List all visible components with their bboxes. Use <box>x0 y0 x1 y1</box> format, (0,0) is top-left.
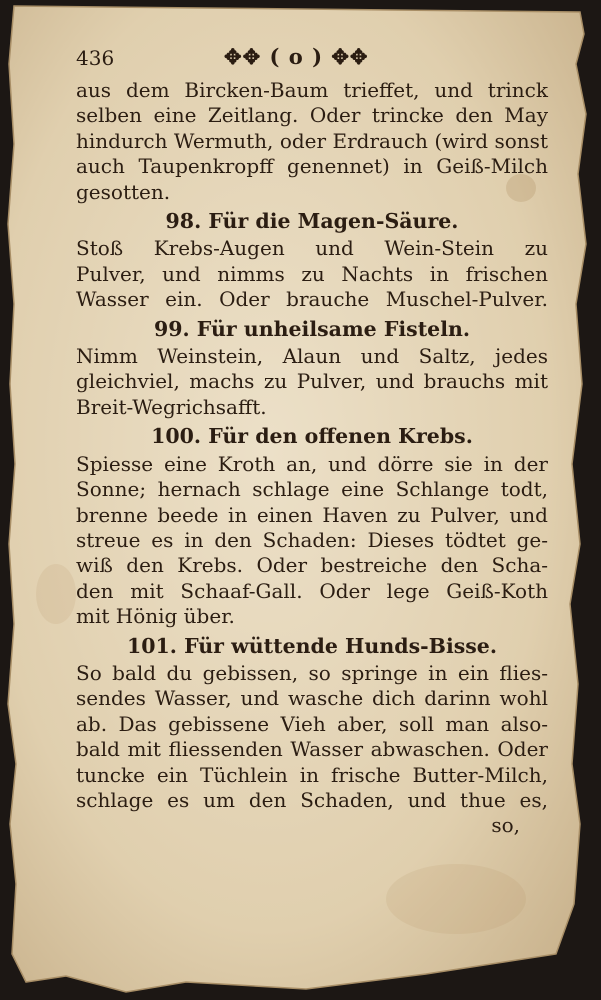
text-line: Stoß Krebs-Augen und Wein-Stein zu <box>76 236 548 261</box>
text-line: Breit-Wegrichsafft. <box>76 394 267 419</box>
text-line: bald mit fliessenden Wasser abwaschen. Oder <box>76 737 548 762</box>
page-number: 436 <box>76 46 115 70</box>
text-line: gleichviel, machs zu Pulver, und brauchs mit <box>76 369 548 394</box>
text-body <box>76 78 548 839</box>
text-line: Sonne; hernach schlage eine Schlange todt, <box>76 477 548 502</box>
section-heading: 99. Für unheilsame Fisteln. <box>153 316 471 341</box>
text-line: auch Taupenkropff genennet) in Geiß-Milch <box>76 154 548 179</box>
text-line: tuncke ein Tüchlein in frische Butter-Milch, <box>76 762 548 787</box>
text-line: aus dem Bircken-Baum trieffet, und trinck <box>76 78 548 102</box>
text-line: Spiesse eine Kroth an, und dörre sie in der <box>76 451 548 476</box>
text-line: sendes Wasser, und wasche dich darinn wohl <box>76 686 548 711</box>
text-line: selben eine Zeitlang. Oder trincke den May <box>76 103 548 128</box>
section-heading: 101. Für wüttende Hunds-Bisse. <box>127 633 497 658</box>
page-content <box>76 44 548 839</box>
text-line: wiß den Krebs. Oder bestreiche den Scha- <box>76 553 548 578</box>
text-line: schlage es um den Schaden, und thue es, <box>76 787 548 812</box>
text-line: hindurch Wermuth, oder Erdrauch (wird sonst <box>76 128 548 153</box>
book-page <box>6 4 588 994</box>
text-line: mit Hönig über. <box>76 604 235 629</box>
running-header <box>76 44 548 78</box>
text-line: So bald du gebissen, so springe in ein flies- <box>76 660 548 685</box>
catchword: so, <box>491 813 520 838</box>
text-line: Pulver, und nimms zu Nachts in frischen <box>76 261 548 286</box>
text-line: gesotten. <box>76 179 171 204</box>
text-line: streue es in den Schaden: Dieses tödtet ge- <box>76 527 548 552</box>
section-heading: 100. Für den offenen Krebs. <box>151 424 473 449</box>
text-line: Wasser ein. Oder brauche Muschel-Pulver. <box>76 287 548 312</box>
text-line: brenne beede in einen Haven zu Pulver, und <box>76 502 548 527</box>
header-ornament: ✥✥ ( o ) ✥✥ <box>224 44 369 69</box>
text-line: ab. Das gebissene Vieh aber, soll man also- <box>76 711 548 736</box>
text-line: den mit Schaaf-Gall. Oder lege Geiß-Koth <box>76 578 548 603</box>
section-heading: 98. Für die Magen-Säure. <box>165 209 459 234</box>
text-line: Nimm Weinstein, Alaun und Saltz, jedes <box>76 344 548 369</box>
